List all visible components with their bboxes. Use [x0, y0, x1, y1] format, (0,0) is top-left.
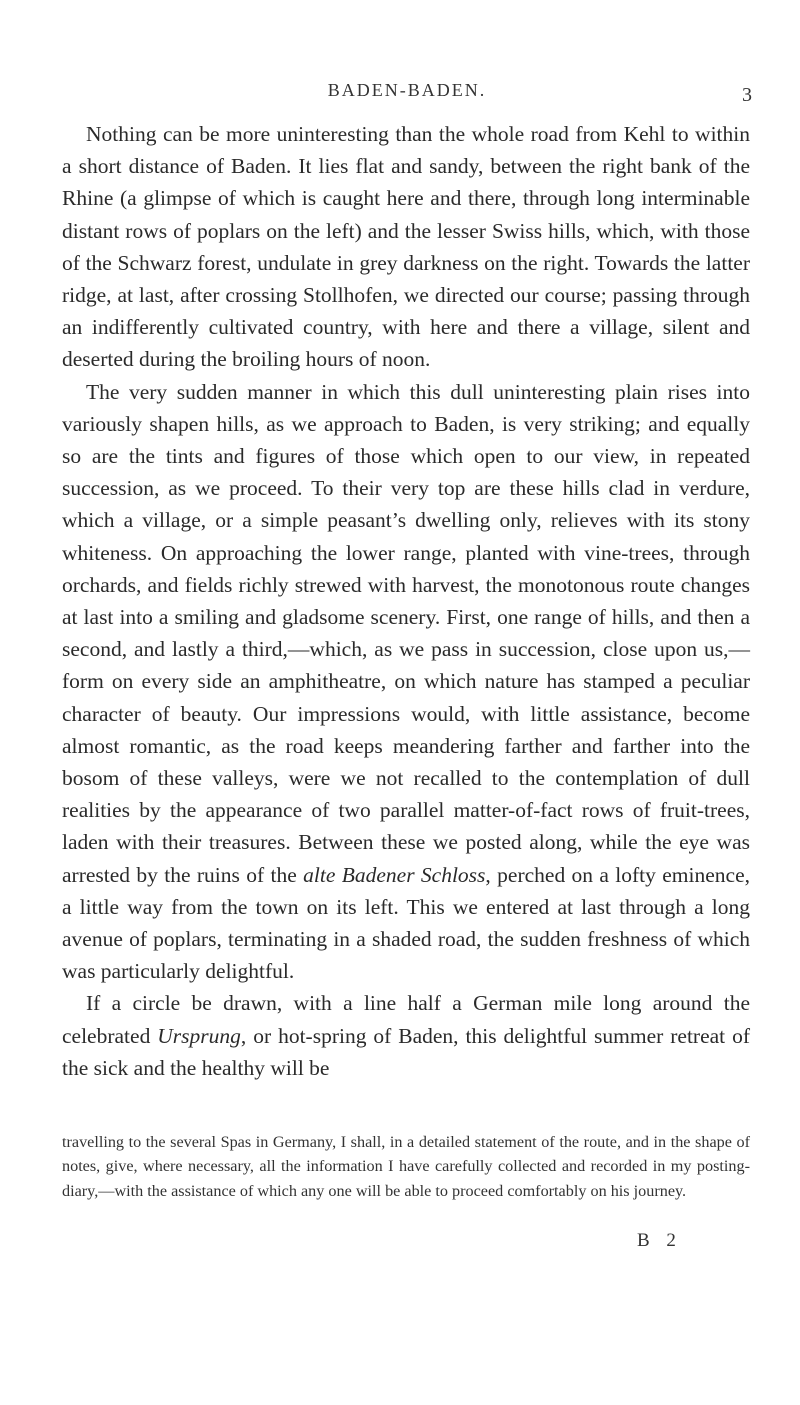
running-title: BADEN-BADEN. — [327, 80, 487, 100]
footnote: travelling to the several Spas in Germany, I shall, in a detailed statement of the route, and in the shape of notes, give, where necessary, all the information I have carefully collected and recorded in my posting-diary,—with the assistance of which any one will be able to proceed comfortably on his journey. — [62, 1133, 750, 1200]
paragraph-1: Nothing can be more uninteresting than the whole road from Kehl to within a short distance of Baden. It lies flat and sandy, between the right bank of the Rhine (a glimpse of which is caught here and there, through long interminable distant rows of poplars on the left) and the lesser Swiss hills, which, with those of the Schwarz forest, undulate in grey darkness on the right. Towards the latter ridge, at last, after crossing Stollhofen, we directed our course; passing through an indifferently cultivated country, with here and there a village, silent and deserted during the broiling hours of noon. — [62, 122, 750, 372]
paragraph-2-text-b: , perched on a lofty eminence, a little way from the town on its left. This we entered at last through a long avenue of poplars, terminating in a shaded road, the sudden freshness of which was particularly delightful. — [62, 862, 751, 984]
signature-mark: B 2 — [637, 1230, 682, 1251]
page-number: 3 — [742, 84, 752, 106]
paragraph-3 — [62, 987, 750, 1084]
signature-mark-row — [62, 1230, 750, 1256]
running-head — [62, 80, 752, 106]
main-text — [62, 118, 750, 1084]
italic-word-ursprung: Ursprung — [157, 1023, 241, 1048]
paragraph-3-text-a: If a circle be drawn, with a line half a German mile long around the celebrated — [62, 991, 750, 1048]
paragraph-2 — [62, 376, 750, 988]
book-page — [62, 0, 752, 1405]
italic-phrase-alte-badener-schloss: alte Badener Schloss — [303, 862, 486, 887]
paragraph-3-text-b: , or hot-spring of Baden, this delightful summer retreat of the sick and the healthy will be — [62, 1023, 750, 1080]
paragraph-2-text-a: The very sudden manner in which this dull uninteresting plain rises into variously shapen hills, as we approach to Baden, is very striking; and equally so are the tints and figures of those which open to our view, in repeated succession, as we proceed. To their very top are these hills clad in verdure, which a village, or a simple peasant’s dwelling only, relieves with its stony whiteness. On approaching the lower range, planted with vine-trees, through orchards, and fields richly strewed with harvest, the monotonous route changes at last into a smiling and gladsome scenery. First, one range of hills, and then a second, and lastly a third,—which, as we pass in succession, close upon us,—form on every side an amphitheatre, on which nature has stamped a peculiar character of beauty. Our impressions would, with little assistance, become almost romantic, as the road keeps meandering farther and farther into the bosom of these valleys, were we not recalled to the contemplation of dull realities by the appearance of two parallel matter-of-fact rows of fruit-trees, laden with their treasures. Between these we posted along, while the eye was arrested by the ruins of the — [62, 379, 750, 887]
